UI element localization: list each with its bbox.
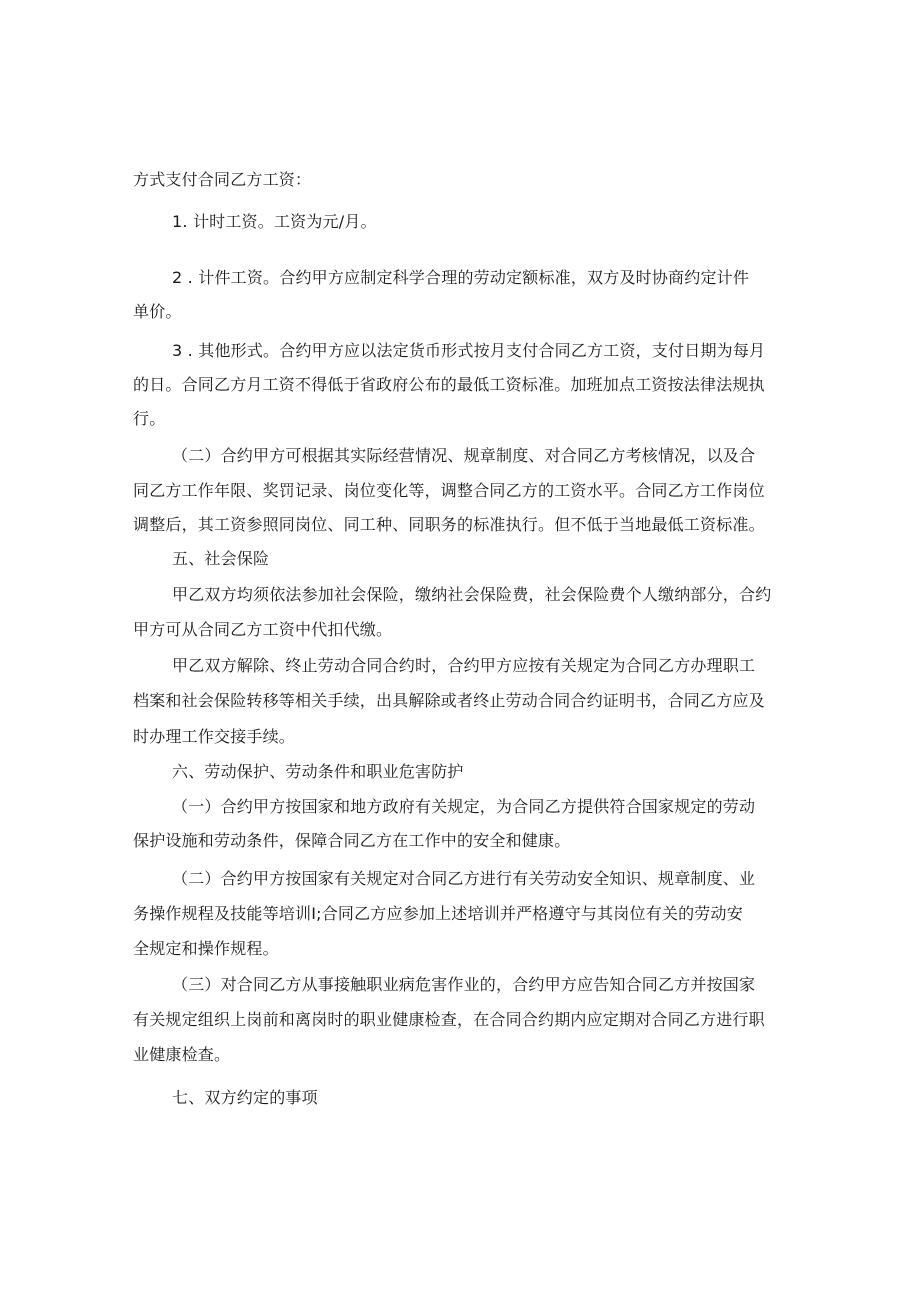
text-line: 有关规定组织上岗前和离岗时的职业健康检查，在合同合约期内应定期对合同乙方进行职 (133, 1010, 765, 1029)
section-heading: 五、社会保险 (172, 549, 270, 568)
text-line: 调整后，其工资参照同岗位、同工种、同职务的标准执行。但不低于当地最低工资标准。 (133, 515, 765, 534)
text-line: 方式支付合同乙方工资： (133, 170, 312, 189)
section-heading: 七、双方约定的事项 (172, 1088, 318, 1107)
text-line: 时办理工作交接手续。 (133, 727, 296, 746)
text-line: 档案和社会保险转移等相关手续，出具解除或者终止劳动合同合约证明书，合同乙方应及 (133, 691, 765, 710)
text-line: 保护设施和劳动条件，保障合同乙方在工作中的安全和健康。 (133, 831, 571, 850)
text-line: 1. 计时工资。工资为元/月。 (172, 212, 377, 231)
text-line: 行。 (133, 409, 166, 428)
text-line: 务操作规程及技能等培训I;合同乙方应参加上述培训并严格遵守与其岗位有关的劳动安 (133, 904, 743, 923)
text-line: 单价。 (133, 302, 182, 321)
text-line: 甲乙双方均须依法参加社会保险，缴纳社会保险费，社会保险费个人缴纳部分，合约 (172, 585, 772, 604)
text-line: 2 . 计件工资。合约甲方应制定科学合理的劳动定额标准，双方及时协商约定计件 (172, 268, 750, 287)
text-line: 甲方可从合同乙方工资中代扣代缴。 (133, 620, 393, 639)
text-line: 3 . 其他形式。合约甲方应以法定货币形式按月支付合同乙方工资，支付日期为每月 (172, 341, 766, 360)
text-line: （二）合约甲方可根据其实际经营情况、规章制度、对合同乙方考核情况，以及合 (172, 446, 756, 465)
text-line: 业健康检查。 (133, 1045, 231, 1064)
section-heading: 六、劳动保护、劳动条件和职业危害防护 (172, 762, 464, 781)
text-line: 同乙方工作年限、奖罚记录、岗位变化等，调整合同乙方的工资水平。合同乙方工作岗位 (133, 481, 765, 500)
text-line: （二）合约甲方按国家有关规定对合同乙方进行有关劳动安全知识、规章制度、业 (172, 869, 756, 888)
text-line: 全规定和操作规程。 (133, 939, 279, 958)
text-line: （三）对合同乙方从事接触职业病危害作业的，合约甲方应告知合同乙方并按国家 (172, 975, 756, 994)
text-line: 的日。合同乙方月工资不得低于省政府公布的最低工资标准。加班加点工资按法律法规执 (133, 375, 765, 394)
text-line: （一）合约甲方按国家和地方政府有关规定，为合同乙方提供符合国家规定的劳动 (172, 797, 756, 816)
text-line: 甲乙双方解除、终止劳动合同合约时，合约甲方应按有关规定为合同乙方办理职工 (172, 656, 756, 675)
